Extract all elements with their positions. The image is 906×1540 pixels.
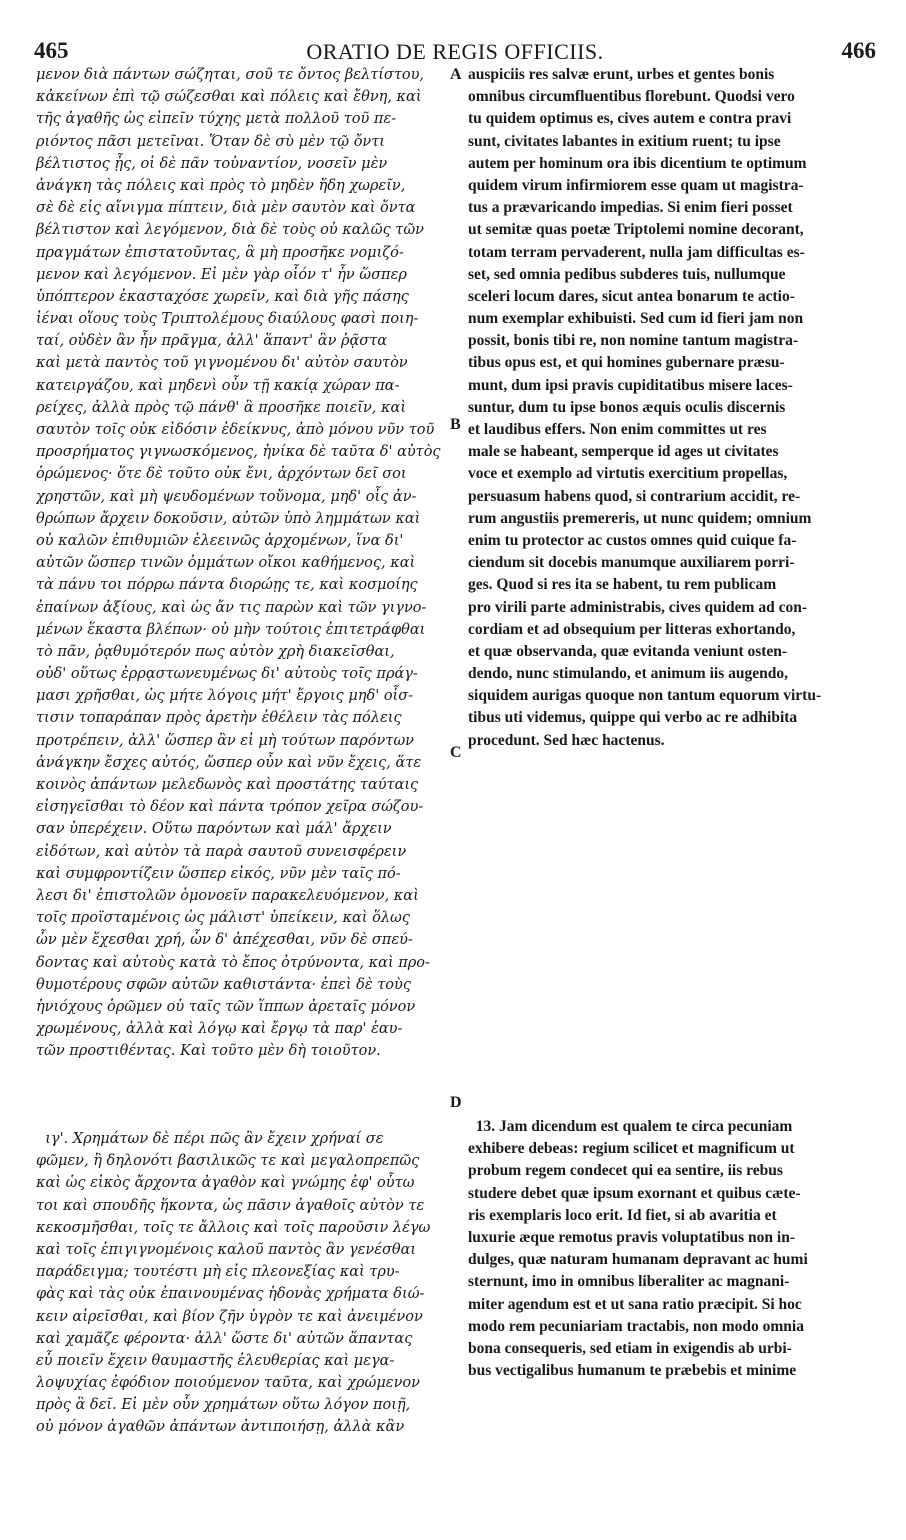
- text-line: male se habeant, semperque id ages ut civitates: [468, 443, 779, 461]
- text-line: σαν ὑπερέχειν. Οὕτω παρόντων καὶ μάλ' ἄρχειν: [36, 821, 392, 838]
- text-line: ἀνάγκη τὰς πόλεις καὶ πρὸς τὸ μηδὲν ἤδη χωρεῖν,: [36, 177, 406, 194]
- section-marker-d: D: [450, 1094, 462, 1111]
- text-line: καὶ χαμᾶζε φέροντα· ἀλλ' ὥστε δι' αὐτῶν ἅπαντας: [36, 1330, 413, 1347]
- text-line: procedunt. Sed hæc hactenus.: [468, 731, 665, 749]
- text-line: καὶ ὡς εἰκὸς ἄρχοντα ἀγαθὸν καὶ γνώμης ἐφ' οὗτω: [36, 1175, 415, 1192]
- latin-column-upper: [468, 64, 878, 752]
- text-line: et quæ observanda, quæ evitanda veniunt osten-: [468, 642, 788, 660]
- text-line: totam terram pervaderent, nulla jam difficultas es-: [468, 243, 805, 261]
- text-line: κοινὸς ἁπάντων μελεδωνὸς καὶ προστάτης ταύταις: [36, 777, 419, 793]
- text-line: dendo, nunc stimulando, et animum iis augendo,: [468, 665, 788, 683]
- text-line: dulges, quæ naturam humanam depravant ac humi: [468, 1251, 808, 1269]
- text-line: miter agendum est et ut sana ratio præcipit. Si hoc: [468, 1295, 802, 1313]
- text-line: προτρέπειν, ἀλλ' ὥσπερ ἂν εἰ μὴ τούτων παρόντων: [36, 732, 414, 749]
- text-line: luxurie æque remotus pravis voluptatibus non in-: [468, 1228, 795, 1246]
- text-line: πρὸς ἃ δεῖ. Εἰ μὲν οὖν χρημάτων οὕτω λόγον ποιῇ,: [36, 1397, 411, 1414]
- text-line: φὰς καὶ τὰς οὐκ ἐπαινουμένας ἡδονὰς χρήματα διώ-: [36, 1286, 425, 1303]
- text-line: ris exemplaris loco erit. Id fiet, si ab avaritia et: [468, 1206, 777, 1224]
- text-line: βέλτιστον καὶ λεγόμενον, διὰ δὲ τοὺς οὐ καλῶς τῶν: [36, 222, 424, 239]
- text-line: tibus uti videmus, quippe qui verbo ac re adhibita: [468, 709, 798, 727]
- text-line: τῆς ἀγαθῆς ὡς εἰπεῖν τύχης μετὰ πολλοῦ τοῦ πε-: [36, 111, 397, 128]
- text-line: num exemplar exhibuisti. Sed cum id fieri jam non: [468, 310, 804, 328]
- text-line: καὶ συμφροντίζειν ὥσπερ εἰκός, νῦν μὲν ταῖς πό-: [36, 865, 401, 882]
- text-line: μένων ἕκαστα βλέπων· οὐ μὴν τούτοις ἐπιτετράφθαι: [36, 621, 426, 638]
- text-line: ἰέναι οἵους τοὺς Τριπτολέμους διαύλους φασὶ ποιη-: [36, 311, 419, 328]
- text-line: κατειργάζου, καὶ μηδενὶ οὖν τῇ κακίᾳ χώραν πα-: [36, 377, 400, 394]
- text-line: tibus opus est, et qui homines gubernare præsu-: [468, 354, 785, 372]
- text-line: εἰδότων, καὶ αὐτὸν τὰ παρὰ σαυτοῦ συνεισφέρειν: [36, 843, 407, 860]
- text-line: κεκοσμῆσθαι, τοῖς τε ἄλλοις καὶ τοῖς παροῦσιν λέγω: [36, 1219, 431, 1236]
- text-line: πραγμάτων ἐπιστατοῦντας, ἃ μὴ προσῆκε νομιζό-: [36, 244, 404, 261]
- text-line: παράδειγμα; τουτέστι μὴ εἰς πλεονεξίας καὶ τρυ-: [36, 1264, 400, 1281]
- text-line: cordiam et ad obsequium per litteras exhortando,: [468, 620, 796, 638]
- text-line: ριόντος πᾶσι μετεῖναι. Ὅταν δὲ σὺ μὲν τῷ ὄντι: [36, 133, 385, 150]
- text-line: καὶ τοῖς ἐπιγιγνομένοις καλοῦ παντὸς ἂν γενέσθαι: [36, 1241, 417, 1258]
- text-line: λεσι δι' ἐπιστολῶν ὁμονοεῖν παρακελευόμενον, καὶ: [36, 887, 419, 904]
- text-line: auspiciis res salvæ erunt, urbes et gentes bonis: [468, 66, 775, 83]
- text-line: καὶ μετὰ παντὸς τοῦ γιγνομένου δι' αὐτὸν σαυτὸν: [36, 355, 408, 372]
- text-line: ciendum sit docebis manumque auxiliarem porri-: [468, 554, 795, 572]
- text-line: ges. Quod si res ita se habent, tu rem publicam: [468, 576, 777, 594]
- text-line: ἀνάγκην ἔσχες αὐτός, ὥσπερ οὖν καὶ νῦν ἔχεις, ἅτε: [36, 754, 422, 771]
- text-line: ἐπαίνων ἀξίους, καὶ ὡς ἄν τις παρὼν καὶ τῶν γιγνο-: [36, 599, 427, 616]
- greek-column-upper: [36, 64, 444, 1062]
- text-line: λοψυχίας ἐφόδιον ποιούμενον ταῦτα, καὶ χρώμενον: [36, 1375, 420, 1392]
- text-line: sternunt, imo in omnibus liberaliter ac magnani-: [468, 1273, 790, 1291]
- text-line: τῶν προστιθέντας. Καὶ τοῦτο μὲν δὴ τοιοῦτον.: [36, 1043, 381, 1060]
- text-line: modo rem pecuniariam tractabis, non modo omnia: [468, 1317, 804, 1335]
- text-line: βέλτιστος ᾖς, οἱ δὲ πᾶν τοὐναντίον, νοσεῖν μὲν: [36, 155, 388, 172]
- text-line: munt, dum ipsi pravis cupiditatibus misere laces-: [468, 376, 793, 394]
- text-line: autem per hominum ora ibis dicentium te optimum: [468, 154, 807, 172]
- text-line: ρείχες, ἀλλὰ πρὸς τῷ πάνθ' ἃ προσῆκε ποιεῖν, καὶ: [36, 399, 406, 416]
- text-line: κειν αἱρεῖσθαι, καὶ βίον ζῆν ὑγρὸν τε καὶ ἀνειμένον: [36, 1308, 423, 1325]
- text-line: μενον καὶ λεγόμενον. Εἰ μὲν γὰρ οἷόν τ' ἦν ὥσπερ: [36, 266, 407, 283]
- text-line: οὐ καλῶν ἐπιθυμιῶν ἑλεεινῶς ἀρχομένων, ἵνα δι': [36, 532, 404, 549]
- text-line: χρηστῶν, καὶ μὴ ψευδομένων τοὔνομα, μηδ' οἷς ἀν-: [36, 488, 417, 505]
- text-line: χρωμένους, ἀλλὰ καὶ λόγῳ καὶ ἔργῳ τὰ παρ' ἑαυ-: [36, 1021, 403, 1038]
- text-line: σαυτὸν τοῖς οὐκ εἰδόσιν ἐδείκνυς, ἀπὸ μόνου νῦν τοῦ: [36, 422, 435, 438]
- text-line: εὖ ποιεῖν ἔχειν θαυμαστῆς ἐλευθερίας καὶ μεγα-: [36, 1352, 395, 1369]
- text-line: pro virili parte administrabis, cives quidem ad con-: [468, 598, 808, 616]
- greek-column-lower: [36, 1128, 444, 1439]
- text-line: τοῖς προϊσταμένοις ὡς μάλιστ' ὑπείκειν, καὶ ὅλως: [36, 910, 410, 927]
- text-line: ὁρώμενος· ὅτε δὲ τοῦτο οὐκ ἔνι, ἀρχόντων δεῖ σοι: [36, 466, 407, 483]
- text-line: possit, bonis tibi re, non nomine tantum magistra-: [468, 332, 798, 350]
- text-line: φῶμεν, ἢ δηλονότι βασιλικῶς τε καὶ μεγαλοπρεπῶς: [36, 1153, 420, 1170]
- text-line: sunt, civitates labantes in exitium ruent; tu ipse: [468, 132, 781, 150]
- text-line: κἀκείνων ἐπὶ τῷ σώζεσθαι καὶ πόλεις καὶ ἔθνη, καὶ: [36, 89, 422, 106]
- text-line: tu quidem optimus es, cives autem e contra pravi: [468, 110, 792, 128]
- text-line: ταί, οὐδὲν ἂν ἦν πρᾶγμα, ἀλλ' ἅπαντ' ἂν ῥᾷστα: [36, 333, 388, 350]
- text-line: bona consequeris, sed etiam in exigendis ab urbi-: [468, 1339, 792, 1357]
- text-line: quidem virum infirmiorem esse quam ut magistra-: [468, 176, 804, 194]
- text-line: ut semitæ quas poetæ Triptolemi nomine decorant,: [468, 221, 804, 239]
- text-line: ὧν μὲν ἔχεσθαι χρή, ὧν δ' ἀπέχεσθαι, νῦν δὲ σπεύ-: [36, 932, 413, 949]
- text-line: αὐτῶν ὥσπερ τινῶν ὀμμάτων οἴκοι καθήμενος, καὶ: [36, 555, 416, 572]
- running-title: ORATIO DE REGIS OFFICIIS.: [306, 39, 604, 64]
- text-line: enim tu protector ac custos omnes quid cuique fa-: [468, 531, 797, 549]
- text-line: οὐδ' οὕτως ἐρρᾳστωνευμένως δι' αὐτοὺς τοῖς πράγ-: [36, 666, 418, 683]
- text-line: θρώπων ἄρχειν δοκοῦσιν, αὐτῶν ὑπὸ λημμάτων καὶ: [36, 510, 421, 527]
- text-line: μενον διὰ πάντων σώζηται, σοῦ τε ὄντος βελτίστου,: [36, 67, 425, 83]
- text-line: 13. Jam dicendum est qualem te circa pecuniam: [468, 1118, 793, 1135]
- text-line: voce et exemplo ad virtutis exercitium propellas,: [468, 465, 788, 483]
- text-line: σὲ δὲ εἰς αἴνιγμα πίπτειν, διὰ μὲν σαυτὸν καὶ ὄντα: [36, 200, 416, 217]
- text-line: rum angustiis premereris, ut nunc quidem; omnium: [468, 509, 812, 527]
- text-line: τοι καὶ σπουδῆς ἥκοντα, ὡς πᾶσιν ἀγαθοῖς αὐτὸν τε: [36, 1197, 425, 1214]
- text-line: studere debet quæ ipsum exornant et quibus cæte-: [468, 1184, 801, 1202]
- text-line: set, sed omnia pedibus subderes tuis, nullumque: [468, 265, 786, 283]
- text-line: omnibus circumfluentibus florebunt. Quodsi vero: [468, 88, 795, 106]
- text-line: suntur, dum tu ipse bonos æquis oculis discernis: [468, 398, 786, 416]
- text-line: persuasum habens quod, si contrarium accidit, re-: [468, 487, 801, 505]
- latin-column-lower: [468, 1116, 878, 1382]
- section-marker-c: C: [450, 744, 462, 761]
- text-line: θυμοτέρους σφῶν αὐτῶν καθιστάντα· ἐπεὶ δὲ τοὺς: [36, 976, 411, 993]
- text-line: τὸ πᾶν, ῥᾳθυμότερόν πως αὐτὸν χρὴ διακεῖσθαι,: [36, 643, 395, 660]
- text-line: ὑπόπτερον ἑκασταχόσε χωρεῖν, καὶ διὰ γῆς πάσης: [36, 288, 409, 305]
- text-line: τισιν τοπαράπαν πρὸς ἀρετὴν ἐθέλειν τὰς πόλεις: [36, 710, 402, 727]
- page-number-right: 466: [841, 38, 876, 63]
- section-marker-a: A: [450, 66, 462, 83]
- text-line: μασι χρῆσθαι, ὡς μήτε λόγοις μήτ' ἔργοις μηδ' οἷσ-: [36, 688, 414, 705]
- text-line: ιγ'. Χρημάτων δὲ πέρι πῶς ἂν ἔχειν χρήναί σε: [36, 1131, 384, 1147]
- text-line: et laudibus effers. Non enim committes ut res: [468, 421, 767, 438]
- text-line: tus a prævaricando impedias. Si enim fieri posset: [468, 199, 793, 217]
- text-line: ἡνιόχους ὁρῶμεν οὐ ταῖς τῶν ἵππων ἀρεταῖς μόνον: [36, 998, 416, 1015]
- text-line: sceleri locum dares, sicut antea bonarum te actio-: [468, 287, 795, 305]
- text-line: exhibere debeas: regium scilicet et magnificum ut: [468, 1140, 795, 1158]
- text-line: τὰ πάνυ τοι πόρρω πάντα διορώῃς τε, καὶ κοσμοίης: [36, 577, 418, 594]
- text-line: προσρήματος γιγνωσκόμενος, ἡνίκα δὲ ταῦτα δ' αὐτὸς: [36, 444, 441, 461]
- text-line: bus vectigalibus humanum te præbebis et minime: [468, 1362, 797, 1380]
- text-line: δοντας καὶ αὐτοὺς κατὰ τὸ ἔπος ὀτρύνοντα, καὶ προ-: [36, 954, 430, 971]
- text-line: siquidem aurigas quoque non tantum equorum virtu-: [468, 687, 822, 705]
- text-line: οὐ μόνον ἀγαθῶν ἁπάντων ἀντιποιήσῃ, ἀλλὰ κἂν: [36, 1419, 405, 1436]
- text-line: εἰσηγεῖσθαι τὸ δέον καὶ πάντα τρόπον χεῖρα σώζου-: [36, 799, 424, 816]
- page-number-left: 465: [34, 38, 69, 63]
- section-marker-b: B: [450, 416, 461, 433]
- text-line: probum regem condecet qui ea sentire, iis rebus: [468, 1162, 783, 1180]
